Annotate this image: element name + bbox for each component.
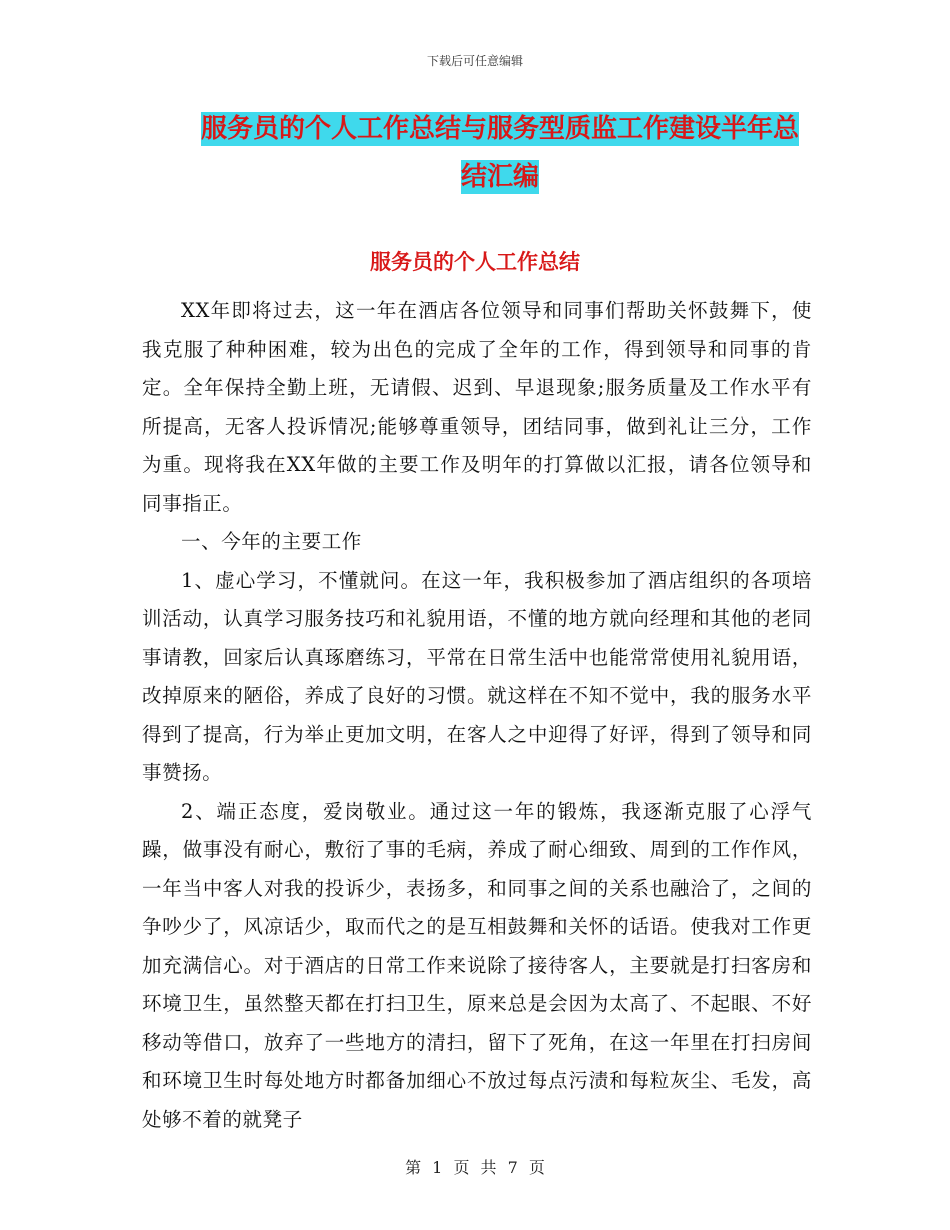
page-number-footer: 第 1 页 共 7 页 [405,1158,545,1177]
body-text [142,292,812,1139]
header-note: 下载后可任意编辑 [426,54,523,68]
paragraph-item-2: 2、端正态度，爱岗敬业。通过这一年的锻炼，我逐渐克服了心浮气躁，做事没有耐心，敷衍了事的毛病，养成了耐心细致、周到的工作作风，一年当中客人对我的投诉少，表扬多，和同事之间的关系也融洽了，之间的争吵少了，风凉话少，取而代之的是互相鼓舞和关怀的话语。使我对工作更加充满信心。对于酒店的日常工作来说除了接待客人，主要就是打扫客房和环境卫生，虽然整天都在打扫卫生，原来总是会因为太高了、不起眼、不好移动等借口，放弃了一些地方的清扫，留下了死角，在这一年里在打扫房间和环境卫生时每处地方时都备加细心不放过每点污渍和每粒灰尘、毛发，高处够不着的就凳子 [142,799,812,1131]
document-title [190,105,810,201]
paragraph-heading-main-work: 一、今年的主要工作 [181,530,362,553]
document-title-text: 服务员的个人工作总结与服务型质监工作建设半年总结汇编 [200,114,799,192]
section-title: 服务员的个人工作总结 [370,250,580,274]
paragraph-intro: XX年即将过去，这一年在酒店各位领导和同事们帮助关怀鼓舞下，使我克服了种种困难，较为出色的完成了全年的工作，得到领导和同事的肯定。全年保持全勤上班，无请假、迟到、早退现象;服务质量及工作水平有所提高，无客人投诉情况;能够尊重领导，团结同事，做到礼让三分，工作为重。现将我在XX年做的主要工作及明年的打算做以汇报，请各位领导和同事指正。 [142,299,812,515]
paragraph-item-1: 1、虚心学习，不懂就问。在这一年，我积极参加了酒店组织的各项培训活动，认真学习服务技巧和礼貌用语，不懂的地方就向经理和其他的老同事请教，回家后认真琢磨练习，平常在日常生活中也能常常使用礼貌用语，改掉原来的陋俗，养成了良好的习惯。就这样在不知不觉中，我的服务水平得到了提高，行为举止更加文明，在客人之中迎得了好评，得到了领导和同事赞扬。 [142,568,812,784]
